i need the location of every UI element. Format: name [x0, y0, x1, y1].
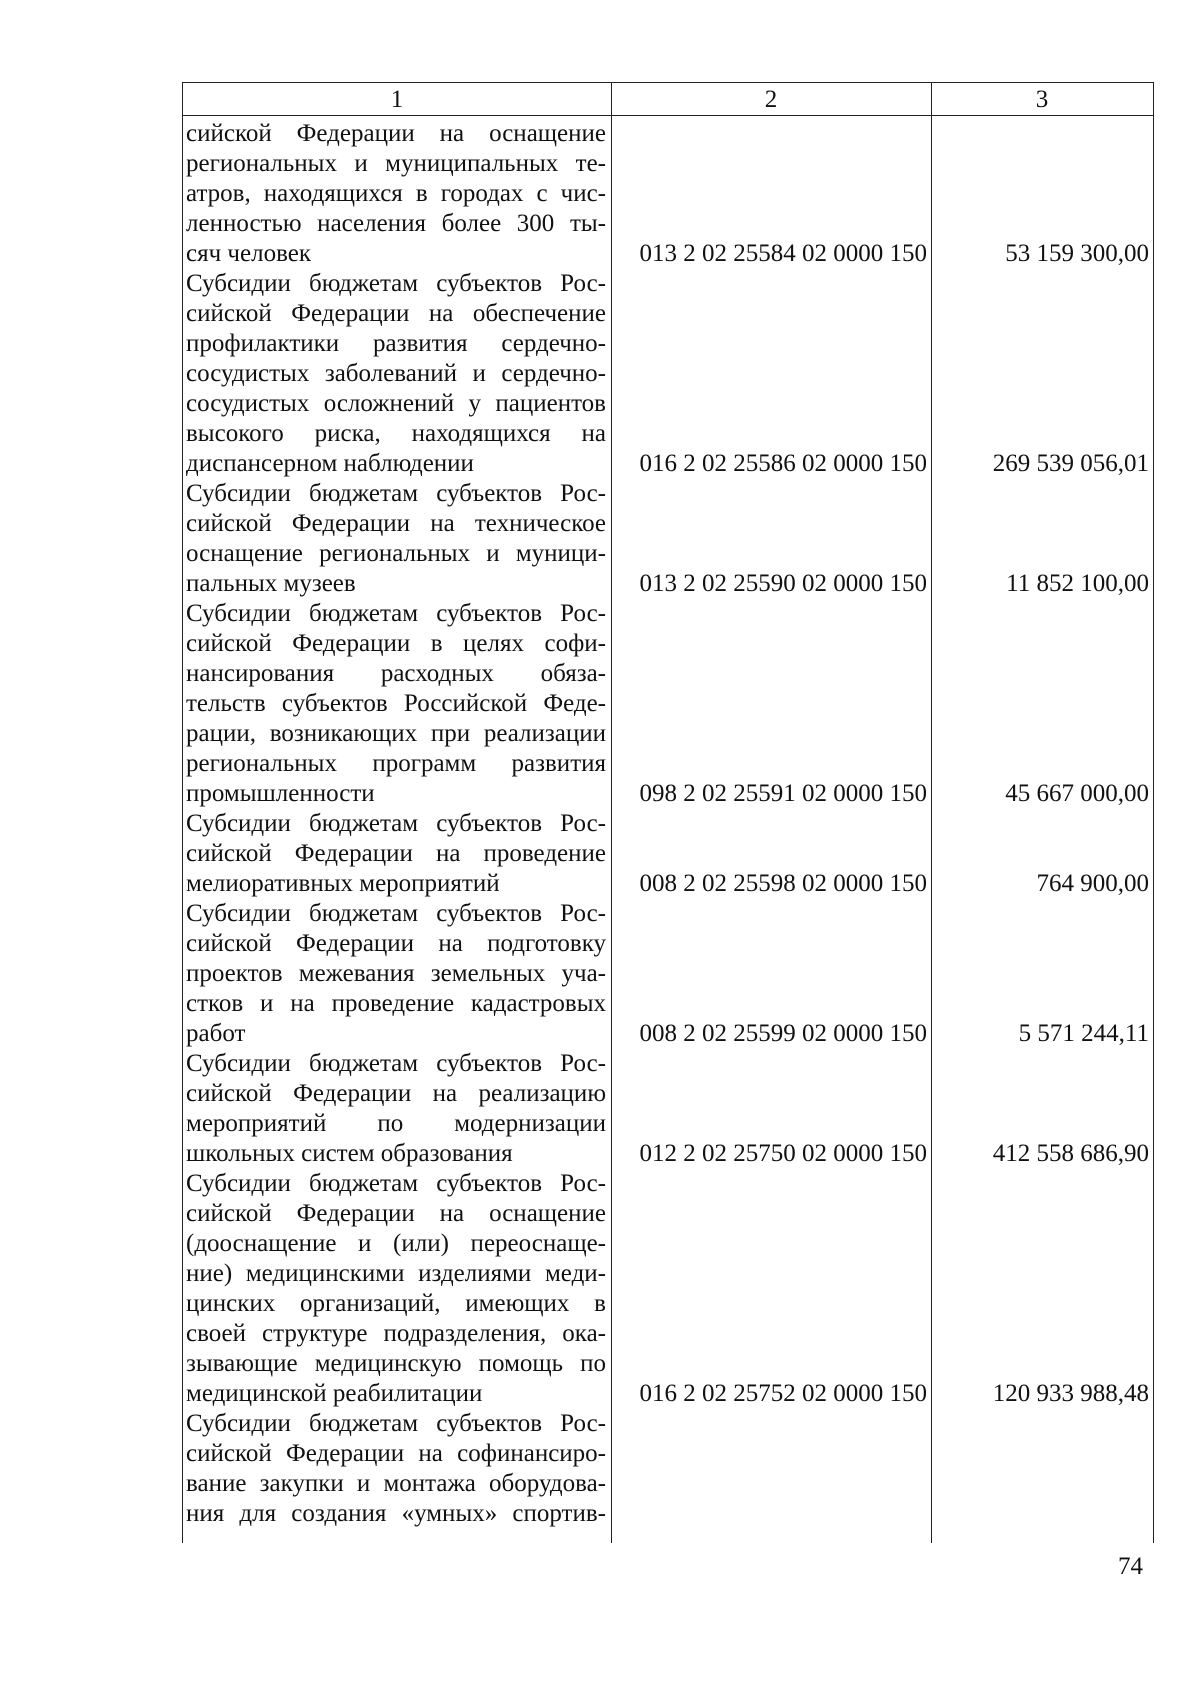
description-line: тельств субъектов Российской Феде- — [186, 690, 606, 717]
description-line: своей структуре подразделения, ока- — [186, 1320, 606, 1347]
column-divider-2 — [931, 83, 932, 1543]
row-description — [186, 809, 606, 899]
description-line: Субсидии бюджетам субъектов Рос- — [186, 600, 606, 627]
row-description — [186, 1169, 606, 1409]
description-line: сийской Федерации на софинансиро- — [186, 1440, 606, 1467]
row-code: 013 2 02 25590 02 0000 150 — [639, 570, 927, 597]
description-line: медицинской реабилитации — [186, 1380, 483, 1407]
description-line: Субсидии бюджетам субъектов Рос- — [186, 810, 606, 837]
description-line: Субсидии бюджетам субъектов Рос- — [186, 1410, 606, 1437]
row-amount: 764 900,00 — [1036, 870, 1149, 897]
description-line: сийской Федерации на оснащение — [186, 120, 606, 147]
row-code: 012 2 02 25750 02 0000 150 — [639, 1140, 927, 1167]
description-line: промышленности — [186, 780, 375, 807]
row-amount: 53 159 300,00 — [1005, 240, 1149, 267]
row-amount: 269 539 056,01 — [992, 450, 1149, 477]
row-amount: 45 667 000,00 — [1005, 780, 1149, 807]
description-line: рации, возникающих при реализации — [186, 720, 606, 747]
column-divider-1 — [611, 83, 612, 1543]
description-line: высокого риска, находящихся на — [186, 420, 606, 447]
row-amount: 120 933 988,48 — [992, 1380, 1149, 1407]
description-line: стков и на проведение кадастровых — [186, 990, 606, 1017]
header-col-3: 3 — [1035, 86, 1049, 113]
row-description — [186, 269, 606, 479]
row-amount: 11 852 100,00 — [1006, 570, 1149, 597]
description-line: Субсидии бюджетам субъектов Рос- — [186, 900, 606, 927]
header-col-2: 2 — [764, 86, 778, 113]
description-line: проектов межевания земельных уча- — [186, 960, 606, 987]
row-code: 008 2 02 25598 02 0000 150 — [639, 870, 927, 897]
description-line: (дооснащение и (или) переоснаще- — [186, 1230, 606, 1257]
description-line: сяч человек — [186, 240, 311, 267]
description-line: атров, находящихся в городах с чис- — [186, 180, 606, 207]
description-line: нансирования расходных обяза- — [186, 660, 606, 687]
row-description — [186, 599, 606, 809]
description-line: ние) медицинскими изделиями меди- — [186, 1260, 606, 1287]
description-line: сосудистых заболеваний и сердечно- — [186, 360, 606, 387]
description-line: диспансерном наблюдении — [186, 450, 474, 477]
description-line: Субсидии бюджетам субъектов Рос- — [186, 1170, 606, 1197]
description-line: сийской Федерации на подготовку — [186, 930, 606, 957]
description-line: Субсидии бюджетам субъектов Рос- — [186, 270, 606, 297]
description-line: сосудистых осложнений у пациентов — [186, 390, 606, 417]
description-line: региональных и муниципальных те- — [186, 150, 606, 177]
row-description — [186, 119, 606, 269]
row-code: 016 2 02 25752 02 0000 150 — [639, 1380, 927, 1407]
description-line: профилактики развития сердечно- — [186, 330, 606, 357]
row-amount: 5 571 244,11 — [1018, 1020, 1149, 1047]
description-line: Субсидии бюджетам субъектов Рос- — [186, 1050, 606, 1077]
description-line: школьных систем образования — [186, 1140, 513, 1167]
page-number: 74 — [1118, 1553, 1143, 1580]
row-description — [186, 899, 606, 1049]
description-line: сийской Федерации на техническое — [186, 510, 606, 537]
description-line: зывающие медицинскую помощь по — [186, 1350, 606, 1377]
description-line: сийской Федерации в целях софи- — [186, 630, 606, 657]
row-code: 016 2 02 25586 02 0000 150 — [639, 450, 927, 477]
description-line: сийской Федерации на реализацию — [186, 1080, 606, 1107]
row-description — [186, 1409, 606, 1529]
description-line: сийской Федерации на обеспечение — [186, 300, 606, 327]
description-line: Субсидии бюджетам субъектов Рос- — [186, 480, 606, 507]
description-line: сийской Федерации на проведение — [186, 840, 606, 867]
row-description — [186, 479, 606, 599]
description-line: вание закупки и монтажа оборудова- — [186, 1470, 606, 1497]
description-line: ленностью населения более 300 ты- — [186, 210, 606, 237]
description-line: региональных программ развития — [186, 750, 606, 777]
description-line: оснащение региональных и муници- — [186, 540, 606, 567]
row-amount: 412 558 686,90 — [992, 1140, 1149, 1167]
description-line: цинских организаций, имеющих в — [186, 1290, 606, 1317]
description-line: работ — [186, 1020, 246, 1047]
description-line: мелиоративных мероприятий — [186, 870, 500, 897]
description-line: сийской Федерации на оснащение — [186, 1200, 606, 1227]
row-code: 008 2 02 25599 02 0000 150 — [639, 1020, 927, 1047]
row-code: 098 2 02 25591 02 0000 150 — [639, 780, 927, 807]
row-code: 013 2 02 25584 02 0000 150 — [639, 240, 927, 267]
row-description — [186, 1049, 606, 1169]
description-line: мероприятий по модернизации — [186, 1110, 606, 1137]
budget-table — [182, 82, 1154, 1543]
description-line: пальных музеев — [186, 570, 356, 597]
header-col-1: 1 — [390, 86, 404, 113]
description-line: ния для создания «умных» спортив- — [186, 1500, 606, 1527]
